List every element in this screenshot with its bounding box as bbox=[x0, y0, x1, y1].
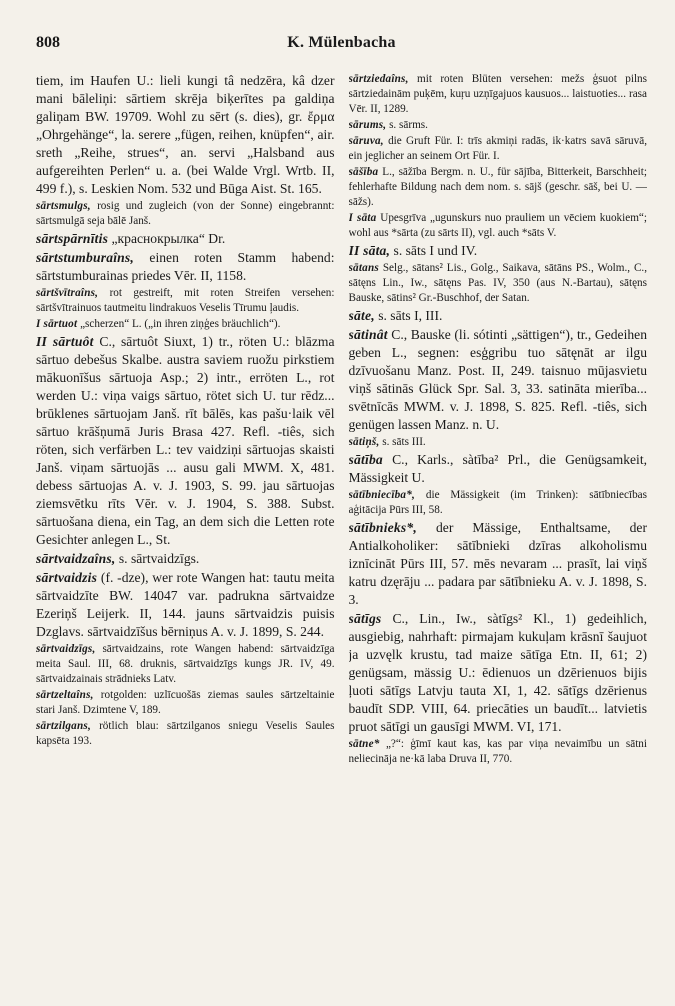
entry-text: die Gruft Für. I: trīs akmiņi radās, ik·katrs savā sāruvā, ein jeglicher an seinem Ort Für. I. bbox=[348, 135, 647, 162]
dictionary-entry bbox=[36, 199, 335, 229]
entry-text: s. sāts I, III. bbox=[378, 308, 443, 323]
entry-headword: sātība bbox=[348, 452, 383, 467]
entry-headword: sātiņš, bbox=[348, 436, 380, 448]
dictionary-entry bbox=[36, 72, 335, 198]
entry-text: C., Lin., Iw., sàtīgs² Kl., 1) gedeihlich, ausgiebig, nahrhaft: pirmajam kukuļam krāsnī šaujuot ja uzvęlk krustu, tad maize sātīga Etn. II, 61; 2) genügsam, mässig U.: ēdienuos un dzērienuos bijis ļuoti sātīgs Latvju tauta XI, 1, 42. sātīgs dzērienus baudīt SDP. VIII, 64. priecāties un baudīt... latvietis pruot sātīgi un gausīgi MWM. VI, 171. bbox=[348, 611, 647, 734]
entry-text: rötlich blau: sārtzilganos sniegu Veselis Saules kapsēta 193. bbox=[36, 720, 335, 747]
entry-headword: sārtstumburaîns, bbox=[36, 250, 135, 265]
dictionary-entry bbox=[349, 211, 648, 241]
entry-headword: sātinât bbox=[348, 327, 388, 342]
entry-text: (f. -dze), wer rote Wangen hat: tautu meita sārtvaidzīte BW. 14047 var. padrukna sārtvaidze Ezeriņš Leijerk. II, 144. jauns sārtvaidzis puisis Dzglavs. sārtvaidzīšus bērniņus A. v. J. 1899, S. 244. bbox=[36, 570, 335, 639]
entry-headword: sāšība bbox=[348, 166, 379, 178]
entry-text: der Mässige, Enthaltsame, der Antialkoholiker: sātībnieki dzīras alkoholismu iznīcināt Pūrs III, 57. mēs nevaram ... prasīt, lai viņš katru dzęrāju ... padara par sātībnieku A. v. J. 1898, S. 3. bbox=[348, 520, 647, 607]
entry-headword: sārums, bbox=[348, 119, 387, 131]
entry-headword: sārtvaidzis bbox=[36, 570, 98, 585]
page-header bbox=[36, 34, 647, 56]
entry-headword: I sārtuot bbox=[36, 318, 78, 330]
dictionary-entry bbox=[36, 642, 335, 687]
dictionary-entry bbox=[349, 435, 648, 450]
dictionary-entry bbox=[349, 165, 648, 210]
entry-text: s. sārtvaidzīgs. bbox=[118, 551, 200, 566]
dictionary-entry bbox=[349, 326, 648, 434]
entry-text: „scherzen“ L. („in ihren ziņģes bräuchlich“). bbox=[80, 318, 281, 330]
entry-headword: sātans bbox=[348, 262, 379, 274]
entry-headword: II sārtuôt bbox=[36, 334, 94, 349]
entry-text: C., Bauske (li. sótinti „sättigen“), tr., Gedeihen geben L., segnen: esģgribu tuo sātęnāt ar ilgu dzīvuošanu Manz. Post. II, 249. taisnuo mūjasvietu viņš sātinās Glück Spr. Sal. 3, 33. satināta mierība... svētnīcās MWM. v. J. 1898, S. 825. Refl. -tiês, sich genügen lassen Manz. n. U. bbox=[348, 327, 647, 432]
dictionary-entry bbox=[36, 230, 335, 248]
entry-text: „?“: ģīmī kaut kas, kas par viņa nevaimību un sātni neliecināja ne·kā laba Druva II, 770. bbox=[348, 738, 647, 765]
entry-text: s. sārms. bbox=[389, 119, 428, 131]
entry-headword: I sāta bbox=[348, 212, 377, 224]
left-column bbox=[36, 72, 335, 990]
dictionary-entry bbox=[349, 610, 648, 736]
entry-text: die Mässigkeit (im Trinken): sātībniecības aģitācija Pūrs III, 58. bbox=[348, 489, 647, 516]
entry-text: einen roten Stamm habend: sārtstumburainas priedes Vēr. II, 1158. bbox=[36, 250, 335, 283]
entry-text: Selg., sātans² Lis., Golg., Saikava, sātāns PS., Wolm., C., sātęns Lin., Iw., sātęns Pas. IV, 350 (aus N.-Bartau), sātęns Bauske, sātins² Gr.-Buschhof, der Satan. bbox=[348, 262, 647, 304]
entry-headword: II sāta, bbox=[348, 243, 391, 258]
dictionary-entry bbox=[36, 249, 335, 285]
text-columns bbox=[36, 72, 647, 990]
dictionary-entry bbox=[36, 569, 335, 641]
entry-text: s. sāts III. bbox=[382, 436, 426, 448]
entry-headword: sātīgs bbox=[348, 611, 382, 626]
entry-text: C., sārtuôt Siuxt, 1) tr., röten U.: blāzma sārtuo debešus Skalbe. austra saviem ruožu pirkstiem mākuonīšus sārtuoja Asp.; 2) intr., erröten L., rot werden U.: viņa vaigs sārtuo, rötet sich U. tur rēdz... brūklenes sārtuojam Janš. rīt bālēs, kas pašu·laik vēl sārtuo krāšņumā Juris Brasa 427. Refl. -tiês, sich röten, sich verfärben L.: tev vaidziņi sārtuojas skaisti Janš. viņam sārtuojās ... ausu gali MWM. X, 481. debess sārtuojas A. v. J. 1903, S. 99. jau sārtuojas ziemsvētku rīts Vēr. v. J. 1904, S. 388. Subst. sārtuošana diena, ein Tag, an dem sich die Letten rote Gesichter anlegen L., St. bbox=[36, 334, 335, 547]
dictionary-entry bbox=[36, 317, 335, 332]
entry-text: rotgolden: uzlīcuošās ziemas saules sārtzeltainie stari Janš. Dzimtene V, 189. bbox=[36, 689, 335, 716]
dictionary-entry bbox=[349, 242, 648, 260]
entry-headword: sārtspārnītis bbox=[36, 231, 109, 246]
entry-headword: sārtšvītraîns, bbox=[36, 287, 99, 299]
dictionary-entry bbox=[349, 488, 648, 518]
entry-text: rosig und zugleich (von der Sonne) eingebrannt: sārtsmulgā seja bālē Janš. bbox=[36, 200, 335, 227]
entry-headword: sātībnieks*, bbox=[348, 520, 417, 535]
dictionary-entry bbox=[36, 550, 335, 568]
entry-text: rot gestreift, mit roten Streifen versehen: sārtšvītrainuos tautmeitu lindrakuos Veselis Tīrumu ļaudis. bbox=[36, 287, 335, 314]
entry-headword: sārtziedaîns, bbox=[348, 73, 409, 85]
dictionary-entry bbox=[349, 737, 648, 767]
entry-headword: sārtzeltaîns, bbox=[36, 689, 94, 701]
dictionary-entry bbox=[36, 333, 335, 549]
entry-text: sārtvaidzains, rote Wangen habend: sārtvaidzīga meita Saul. III, 68. druknis, sārtvaidzīgs kungs JR. IV, 49. sārtvaidzainais strādnieks Latv. bbox=[36, 643, 335, 685]
entry-headword: sātībniecība*, bbox=[348, 489, 416, 501]
entry-text: Upesgrīva „ugunskurs nuo prauliem un vēciem kuokiem“; wohl aus *sārta (zu sārts II), vgl. auch *sāts V. bbox=[348, 212, 647, 239]
entry-headword: sārtvaidzaîns, bbox=[36, 551, 116, 566]
entry-text: L., sāžība Bergm. n. U., für sājība, Bitterkeit, Barschheit; fehlerhafte Bildung nach dem nom. s. sājš (geschr. sāš, bei U. — sāžs). bbox=[348, 166, 647, 208]
entry-text: C., Karls., sàtība² Prl., die Genügsamkeit, Mässigkeit U. bbox=[348, 452, 647, 485]
right-column bbox=[349, 72, 648, 990]
entry-text: mit roten Blüten versehen: mežs ģsuot pilns sārtziedainām puķēm, kuŗu uzņīgajuos kausuos... laistuoties... rasa Vēr. II, 1289. bbox=[348, 73, 647, 115]
dictionary-entry bbox=[36, 719, 335, 749]
dictionary-entry bbox=[349, 261, 648, 306]
entry-headword: sārtvaidzīgs, bbox=[36, 643, 96, 655]
entry-headword: sāte, bbox=[348, 308, 375, 323]
entry-text: „краснокрылка“ Dr. bbox=[111, 231, 226, 246]
dictionary-entry bbox=[349, 519, 648, 609]
entry-headword: sāruva, bbox=[348, 135, 384, 147]
running-title: K. Mülenbacha bbox=[287, 34, 396, 51]
dictionary-entry bbox=[349, 134, 648, 164]
dictionary-entry bbox=[349, 451, 648, 487]
entry-headword: sārtsmulgs, bbox=[36, 200, 91, 212]
dictionary-entry bbox=[349, 72, 648, 117]
dictionary-entry bbox=[349, 307, 648, 325]
entry-text: tiem, im Haufen U.: lieli kungi tâ nedzēra, kâ dzer mani bāleliņi: sārtiem skrēja biķerītes pa galdiņa galiņam BW. 19709. Wohl zu sērt (s. dies), gr. ἔρμα „Ohrgehänge“, la. serere „fügen, reihen, knüpfen“, air. sreth „Reihe, strues“, an. servi „Halsband aus aufgereihten Perlen“ u. a. (bei Walde Vrgl. Wrtb. II, 499 f.), s. Leskien Nom. 532 und Būga Aist. St. 165. bbox=[36, 73, 335, 196]
dictionary-entry bbox=[36, 286, 335, 316]
entry-text: s. sāts I und IV. bbox=[393, 243, 478, 258]
page-number: 808 bbox=[36, 34, 60, 51]
entry-headword: sārtzilgans, bbox=[36, 720, 91, 732]
dictionary-entry bbox=[36, 688, 335, 718]
entry-headword: sātne* bbox=[348, 738, 380, 750]
dictionary-entry bbox=[349, 118, 648, 133]
